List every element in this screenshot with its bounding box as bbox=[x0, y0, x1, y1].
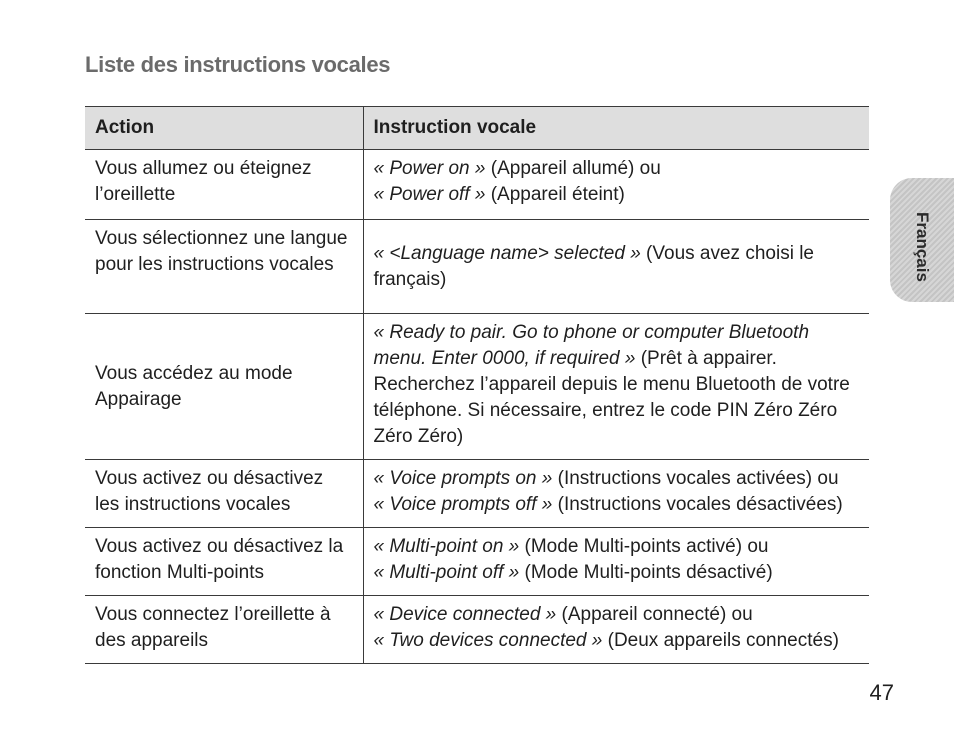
table-row bbox=[85, 220, 869, 314]
table-header-row bbox=[85, 107, 869, 150]
side-tab-label: Français bbox=[913, 212, 932, 282]
page-title: Liste des instructions vocales bbox=[85, 52, 391, 77]
translation: (Mode Multi-points désactivé) bbox=[519, 562, 773, 583]
instruction-line bbox=[374, 320, 860, 450]
page-number: 47 bbox=[869, 680, 894, 705]
table-row bbox=[85, 150, 869, 220]
header-instruction: Instruction vocale bbox=[363, 107, 869, 150]
table-row bbox=[85, 596, 869, 664]
instruction-line bbox=[374, 182, 860, 208]
instruction-line bbox=[374, 602, 860, 628]
action-cell: Vous activez ou désactivez les instructions vocales bbox=[85, 460, 363, 528]
action-cell: Vous activez ou désactivez la fonction Multi-points bbox=[85, 528, 363, 596]
translation: (Prêt à appairer. Recherchez l’appareil depuis le menu Bluetooth de votre téléphone. Si nécessaire, entrez le code PIN Zéro Zéro Zéro Zéro) bbox=[373, 348, 850, 447]
instruction-cell bbox=[363, 528, 869, 596]
voice-prompt: « Device connected » bbox=[373, 604, 557, 625]
voice-prompt: « Voice prompts off » bbox=[373, 494, 553, 515]
voice-prompt: « Voice prompts on » bbox=[373, 468, 553, 489]
translation: (Instructions vocales désactivées) bbox=[552, 494, 843, 515]
voice-prompt: « Power on » bbox=[373, 158, 486, 179]
voice-prompt: « Multi-point off » bbox=[373, 562, 520, 583]
voice-prompt: « Ready to pair. Go to phone or computer Bluetooth menu. Enter 0000, if required » bbox=[373, 322, 810, 369]
translation: (Appareil allumé) ou bbox=[485, 158, 661, 179]
instruction-cell bbox=[363, 460, 869, 528]
translation: (Instructions vocales activées) ou bbox=[552, 468, 839, 489]
header-action: Action bbox=[85, 107, 363, 150]
table-row bbox=[85, 528, 869, 596]
instruction-line bbox=[374, 560, 860, 586]
translation: (Vous avez choisi le français) bbox=[373, 242, 814, 290]
action-cell: Vous allumez ou éteignez l’oreillette bbox=[85, 150, 363, 220]
instruction-cell bbox=[363, 314, 869, 460]
translation: (Appareil éteint) bbox=[485, 184, 625, 205]
instruction-cell bbox=[363, 150, 869, 220]
instruction-cell bbox=[363, 220, 869, 314]
table-row bbox=[85, 314, 869, 460]
voice-prompt: « Two devices connected » bbox=[373, 630, 603, 651]
instruction-line bbox=[374, 466, 860, 492]
action-cell: Vous accédez au mode Appairage bbox=[85, 314, 363, 460]
voice-prompt: « Multi-point on » bbox=[373, 536, 520, 557]
instruction-line bbox=[374, 492, 860, 518]
language-side-tab bbox=[890, 178, 954, 302]
table-row bbox=[85, 460, 869, 528]
instruction-line bbox=[374, 628, 860, 654]
instruction-line bbox=[374, 241, 860, 293]
translation: (Appareil connecté) ou bbox=[556, 604, 753, 625]
translation: (Mode Multi-points activé) ou bbox=[519, 536, 769, 557]
instruction-cell bbox=[363, 596, 869, 664]
voice-prompt: « Power off » bbox=[373, 184, 486, 205]
instruction-line bbox=[374, 156, 860, 182]
action-cell: Vous connectez l’oreillette à des appareils bbox=[85, 596, 363, 664]
action-cell: Vous sélectionnez une langue pour les instructions vocales bbox=[85, 220, 363, 314]
translation: (Deux appareils connectés) bbox=[602, 630, 839, 651]
voice-prompt: « <Language name> selected » bbox=[373, 242, 641, 264]
instruction-line bbox=[374, 534, 860, 560]
voice-instructions-table bbox=[85, 106, 869, 664]
